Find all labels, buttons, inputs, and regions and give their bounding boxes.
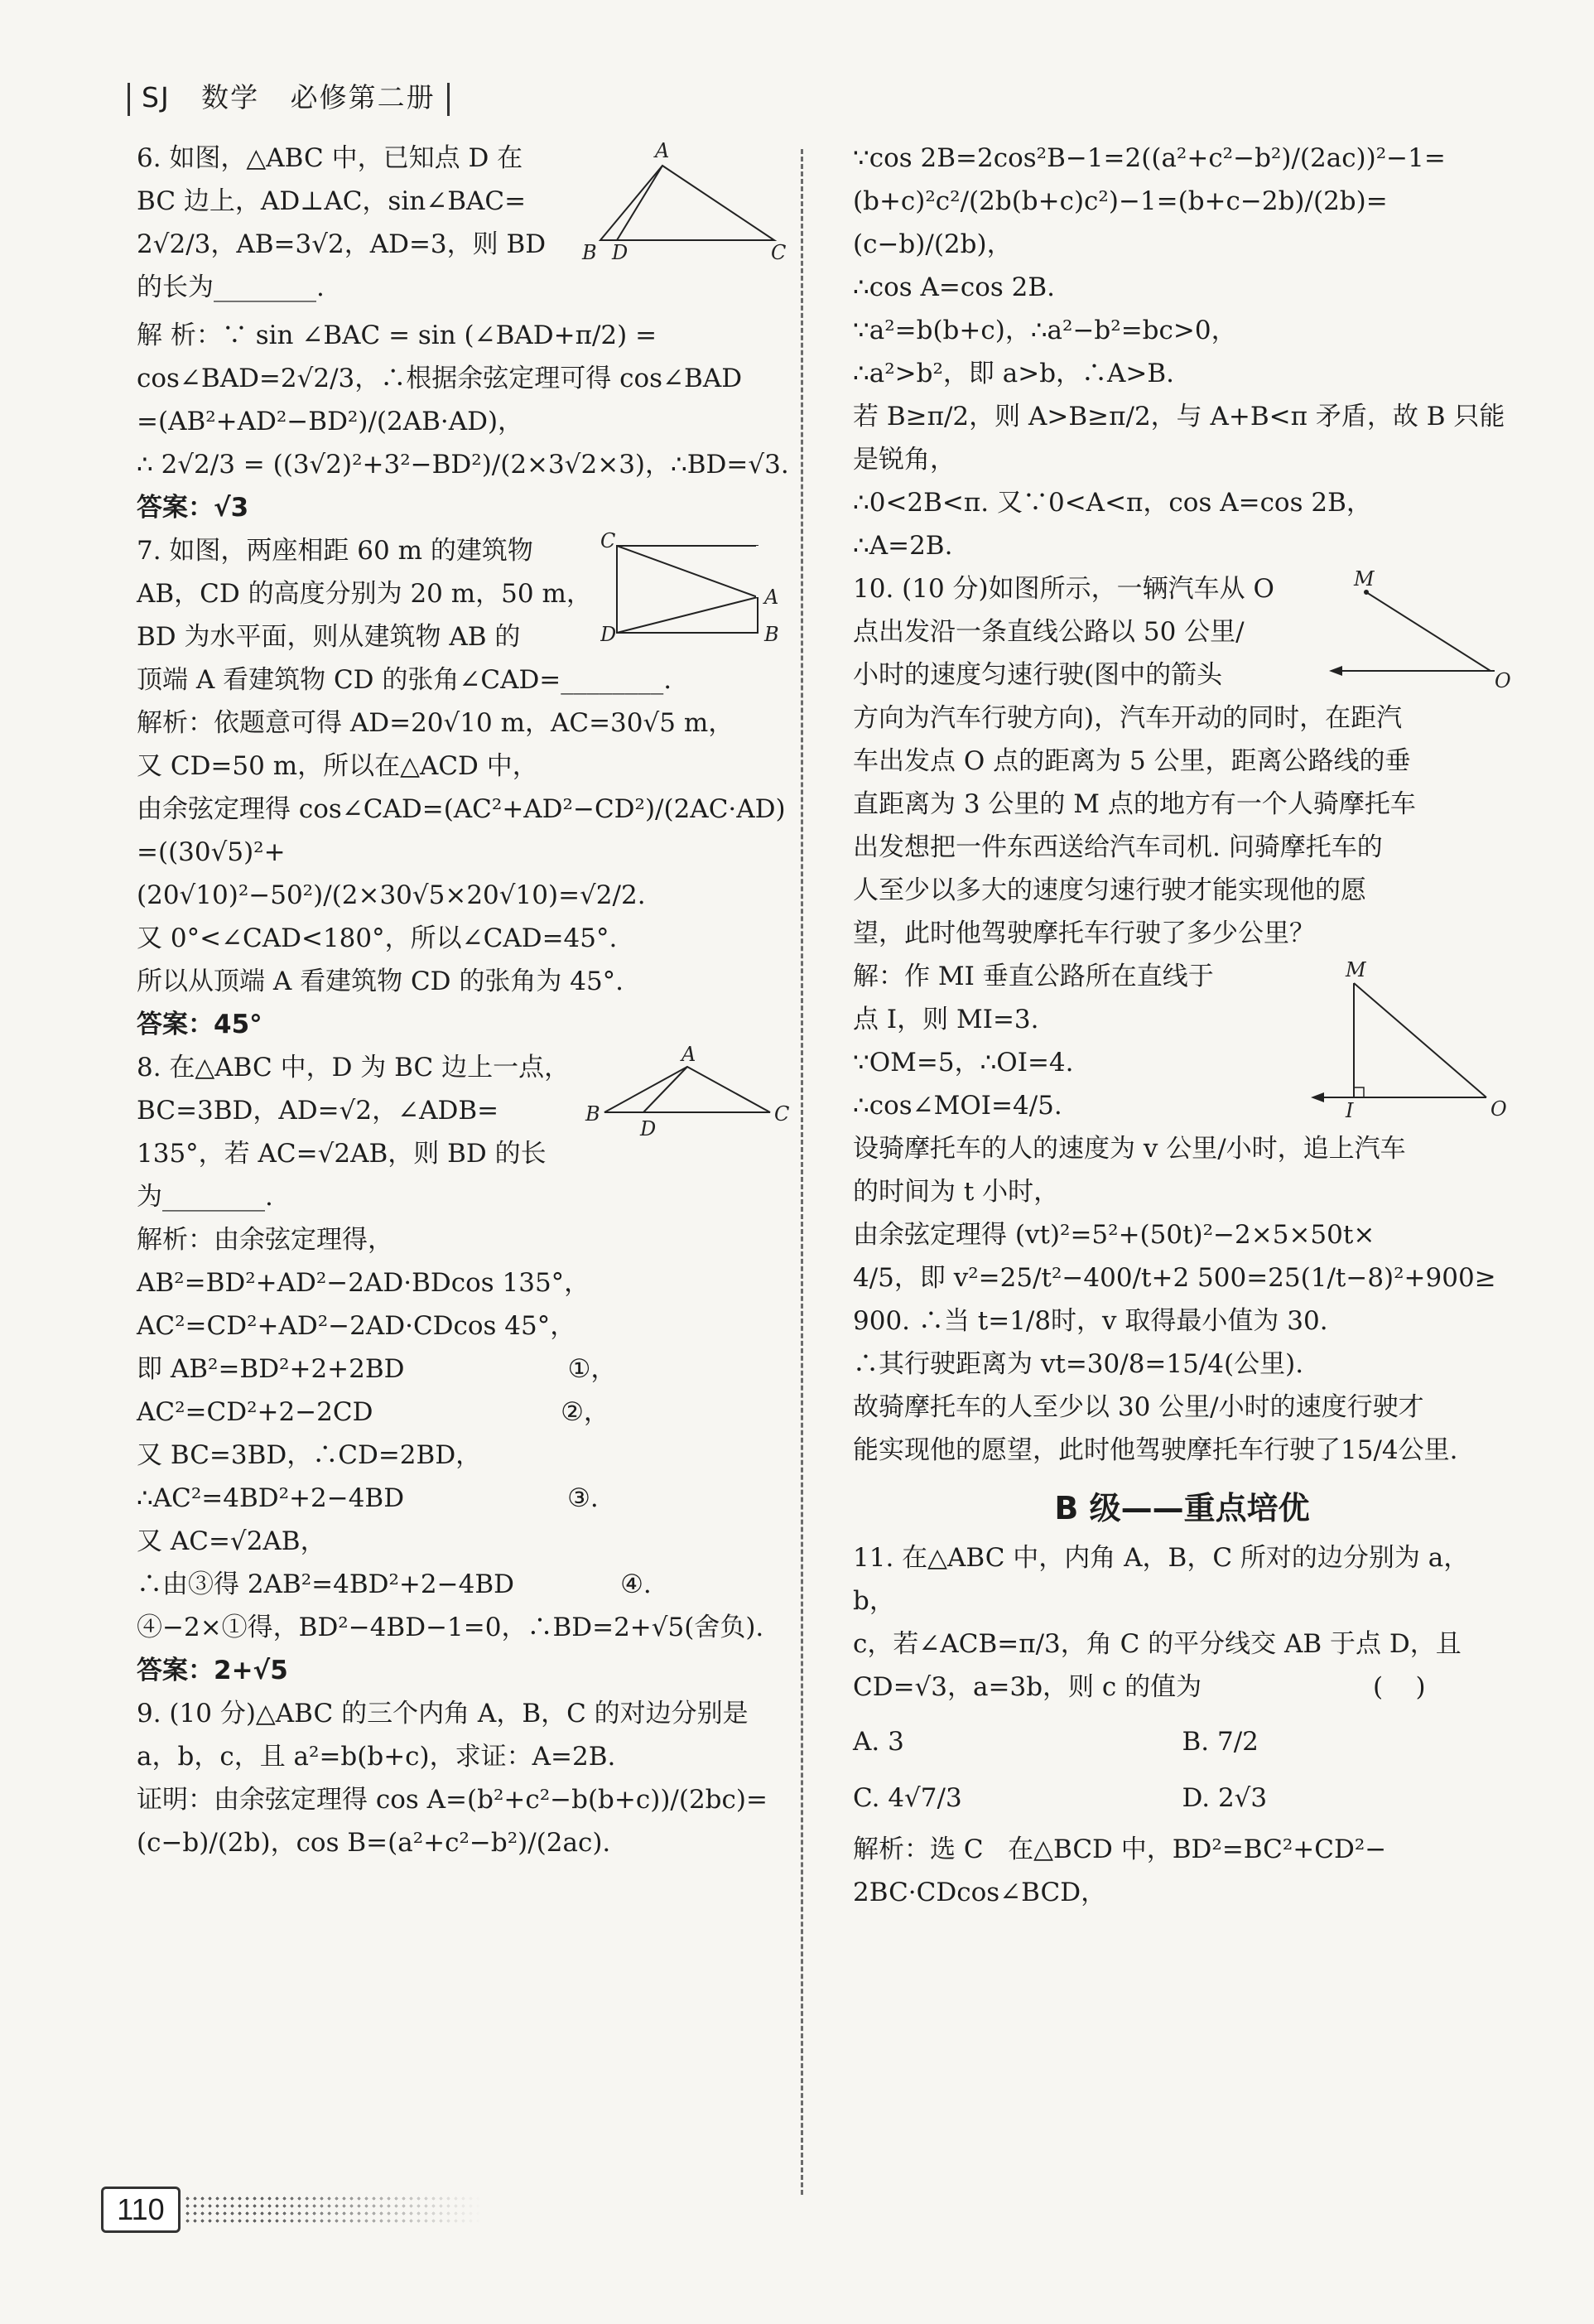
- q9-proof-line: ∴a²>b²，即 a>b，∴A>B.: [853, 359, 1175, 388]
- q7-solution-line: 由余弦定理得 cos∠CAD=(AC²+AD²−CD²)/(2AC·AD): [137, 794, 786, 824]
- page-number: 110: [101, 2187, 181, 2233]
- solution-6: [137, 314, 791, 529]
- fig10a-label-m: M: [1354, 567, 1375, 591]
- q7-solution-line: 解析：依题意可得 AD=20√10 m，AC=30√5 m，: [137, 708, 734, 738]
- solution-11: [853, 1828, 1511, 1914]
- q8-line: 135°，若 AC=√2AB，则 BD 的长: [137, 1139, 547, 1169]
- q7-solution-line: 又 0°<∠CAD<180°，所以∠CAD=45°.: [137, 923, 618, 953]
- q10-line: 车出发点 O 点的距离为 5 公里，距离公路线的垂: [853, 746, 1411, 776]
- q8-solution-line: ④−2×①得，BD²−4BD−1=0，∴BD=2+√5(舍负).: [137, 1613, 764, 1642]
- q6-line: 2√2/3，AB=3√2，AD=3，则 BD: [137, 229, 547, 259]
- q8-line: 为________.: [137, 1182, 273, 1212]
- q8-solution-line: AC²=CD²+2−2CD ②，: [137, 1397, 609, 1427]
- q6-solution-line: cos∠BAD=2√2/3，∴根据余弦定理可得 cos∠BAD: [137, 364, 743, 393]
- q10-solution-line: 900. ∴当 t=1/8时，v 取得最小值为 30.: [853, 1306, 1328, 1336]
- header-book: 必修第二册: [290, 81, 436, 113]
- question-11: [853, 1536, 1511, 1709]
- q11-options: [853, 1720, 1511, 1820]
- q10-line: 人至少以多大的速度匀速行驶才能实现他的愿: [853, 875, 1366, 905]
- q9-proof-line: ∴cos A=cos 2B.: [853, 272, 1056, 302]
- q10-line: 出发想把一件东西送给汽车司机. 问骑摩托车的: [853, 832, 1383, 862]
- figure-q7: [600, 529, 791, 653]
- q7-solution-line: 所以从顶端 A 看建筑物 CD 的张角为 45°.: [137, 967, 624, 996]
- q10-line: 直距离为 3 公里的 M 点的地方有一个人骑摩托车: [853, 789, 1416, 819]
- q8-line: BC=3BD，AD=√2，∠ADB=: [137, 1096, 499, 1126]
- fig10a-label-o: O: [1495, 669, 1511, 692]
- q6-solution-line: 解 析：∵ sin ∠BAC = sin (∠BAD+π/2) =: [137, 321, 657, 350]
- q6-solution-line: =(AB²+AD²−BD²)/(2AB·AD)，: [137, 407, 524, 436]
- q11-solution-line: 解析：选 C 在△BCD 中，BD²=BC²+CD²−: [853, 1835, 1387, 1864]
- q10-solution-line: 4/5，即 v²=25/t²−400/t+2 500=25(1/t−8)²+900≥: [853, 1263, 1496, 1293]
- proof-9-continued: [853, 137, 1511, 567]
- figure-q10-road: [1321, 567, 1511, 692]
- question-9: [137, 1692, 791, 1778]
- q6-line: 的长为________.: [137, 272, 325, 302]
- q10-solution-line: ∴其行驶距离为 vt=30/8=15/4(公里).: [853, 1349, 1304, 1379]
- q10-line: 10. (10 分)如图所示，一辆汽车从 O: [853, 574, 1274, 604]
- q11-option-c: C. 4√7/3: [853, 1783, 962, 1813]
- q8-solution-line: ∴AC²=4BD²+2−4BD ③.: [137, 1483, 599, 1513]
- q10-line: 望，此时他驾驶摩托车行驶了多少公里？: [853, 919, 1315, 948]
- q10-line: 点出发沿一条直线公路以 50 公里/: [853, 617, 1245, 647]
- fig6-label-c: C: [771, 241, 787, 261]
- q7-answer: 答案：45°: [137, 1010, 262, 1039]
- fig7-label-c: C: [600, 529, 616, 552]
- q9-proof-line: ∵a²=b(b+c)，∴a²−b²=bc>0，: [853, 316, 1237, 345]
- header-subject: 数学: [201, 81, 260, 113]
- q9-proof-line: 若 B≥π/2，则 A>B≥π/2，与 A+B<π 矛盾，故 B 只能: [853, 402, 1505, 432]
- q8-solution-line: ∴由③得 2AB²=4BD²+2−4BD ④.: [137, 1569, 652, 1599]
- q10-solution-line: 由余弦定理得 (vt)²=5²+(50t)²−2×5×50t×: [853, 1220, 1375, 1250]
- fig6-label-a: A: [655, 139, 670, 162]
- q10-solution-line: 的时间为 t 小时，: [853, 1177, 1060, 1207]
- q6-solution-line: ∴ 2√2/3 = ((3√2)²+3²−BD²)/(2×3√2×3)，∴BD=√3.: [137, 450, 789, 480]
- fig7-label-a: A: [764, 586, 779, 609]
- q6-line: BC 边上，AD⊥AC，sin∠BAC=: [137, 186, 527, 216]
- q7-solution-line: =((30√5)²+(20√10)²−50²)/(2×30√5×20√10)=√2/2.: [137, 837, 646, 910]
- q10-solution-line: ∴cos∠MOI=4/5.: [853, 1091, 1062, 1121]
- fig8-label-d: D: [640, 1117, 657, 1140]
- figure-q10-solution: [1304, 958, 1511, 1124]
- q8-answer: 答案：2+√5: [137, 1656, 288, 1685]
- footer-dot-pattern: [184, 2195, 482, 2225]
- q7-line: 7. 如图，两座相距 60 m 的建筑物: [137, 536, 533, 566]
- q7-line: AB，CD 的高度分别为 20 m，50 m，: [137, 579, 592, 609]
- q11-line: c，若∠ACB=π/3，角 C 的平分线交 AB 于点 D，且: [853, 1629, 1462, 1659]
- q10-solution-line: 能实现他的愿望，此时他驾驶摩托车行驶了15/4公里.: [853, 1435, 1458, 1465]
- page-header: [116, 76, 461, 116]
- q10-solution-line: ∵OM=5，∴OI=4.: [853, 1048, 1074, 1078]
- q11-solution-line: 2BC·CDcos∠BCD，: [853, 1878, 1107, 1907]
- q8-solution-line: 又 AC=√2AB，: [137, 1526, 326, 1556]
- q9-proof-line: ∴0<2B<π. 又∵0<A<π，cos A=cos 2B，: [853, 488, 1372, 518]
- fig7-label-b: B: [764, 623, 779, 646]
- q10-line: 方向为汽车行驶方向)，汽车开动的同时，在距汽: [853, 703, 1403, 733]
- q8-solution-line: 解析：由余弦定理得，: [137, 1225, 393, 1255]
- q11-line: 11. 在△ABC 中，内角 A，B，C 所对的边分别为 a，b，: [853, 1543, 1470, 1616]
- q7-line: 顶端 A 看建筑物 CD 的张角∠CAD=________.: [137, 665, 672, 695]
- q11-line: CD=√3，a=3b，则 c 的值为 ( ): [853, 1672, 1426, 1702]
- q9-proof-line: 是锐角，: [853, 445, 956, 475]
- figure-q8: [584, 1046, 791, 1145]
- fig10b-label-i: I: [1346, 1099, 1354, 1122]
- q9-line: a，b，c，且 a²=b(b+c)，求证：A=2B.: [137, 1742, 616, 1772]
- fig8-label-a: A: [681, 1046, 696, 1066]
- q7-solution-line: 又 CD=50 m，所以在△ACD 中，: [137, 751, 538, 781]
- q9-proof-line: ∴A=2B.: [853, 531, 953, 561]
- fig10b-label-o: O: [1490, 1097, 1507, 1121]
- q8-solution-line: 又 BC=3BD，∴CD=2BD，: [137, 1440, 482, 1470]
- q10-solution-line: 故骑摩托车的人至少以 30 公里/小时的速度行驶才: [853, 1392, 1424, 1422]
- q6-line: 6. 如图，△ABC 中，已知点 D 在: [137, 143, 523, 173]
- q10-solution-line: 解：作 MI 垂直公路所在直线于: [853, 962, 1214, 991]
- q11-option-b: B. 7/2: [1182, 1727, 1259, 1757]
- fig10b-label-m: M: [1346, 958, 1366, 981]
- q9-proof-line: (b+c)²c²/(2b(b+c)c²)−1=(b+c−2b)/(2b)=(c−b)/(2b)，: [853, 186, 1388, 259]
- column-divider: [801, 149, 803, 2195]
- q8-solution-line: AB²=BD²+AD²−2AD·BDcos 135°，: [137, 1268, 590, 1298]
- right-column: [853, 137, 1511, 1914]
- q8-line: 8. 在△ABC 中，D 为 BC 边上一点，: [137, 1053, 571, 1082]
- q7-line: BD 为水平面，则从建筑物 AB 的: [137, 622, 521, 652]
- q11-option-a: A. 3: [853, 1727, 904, 1757]
- fig6-label-b: B: [582, 241, 597, 261]
- q10-solution-line: 点 I，则 MI=3.: [853, 1005, 1039, 1034]
- q9-line: 9. (10 分)△ABC 的三个内角 A，B，C 的对边分别是: [137, 1699, 749, 1729]
- q9-proof-line: (c−b)/(2b)，cos B=(a²+c²−b²)/(2ac).: [137, 1828, 611, 1858]
- q8-solution-line: AC²=CD²+AD²−2AD·CDcos 45°，: [137, 1311, 576, 1341]
- fig8-label-c: C: [774, 1102, 790, 1126]
- q10-solution-line: 设骑摩托车的人的速度为 v 公里/小时，追上汽车: [853, 1134, 1406, 1164]
- q11-option-d: D. 2√3: [1182, 1783, 1268, 1813]
- header-series: SJ: [142, 81, 171, 113]
- fig7-label-d: D: [600, 623, 617, 646]
- q8-solution-line: 即 AB²=BD²+2+2BD ①，: [137, 1354, 617, 1384]
- section-title-b: B 级——重点培优: [1054, 1490, 1310, 1526]
- fig8-label-b: B: [585, 1102, 600, 1126]
- q6-answer: 答案：√3: [137, 493, 249, 523]
- fig6-label-d: D: [612, 241, 628, 261]
- q9-proof-line: ∵cos 2B=2cos²B−1=2((a²+c²−b²)/(2ac))²−1=: [853, 143, 1446, 173]
- left-column: [137, 137, 791, 1864]
- q10-line: 小时的速度匀速行驶(图中的箭头: [853, 660, 1223, 690]
- figure-q6: [575, 137, 791, 261]
- q9-proof-line: 证明：由余弦定理得 cos A=(b²+c²−b(b+c))/(2bc)=: [137, 1785, 768, 1815]
- solution-7: [137, 702, 791, 1046]
- solution-8: [137, 1218, 791, 1692]
- proof-9: [137, 1778, 791, 1864]
